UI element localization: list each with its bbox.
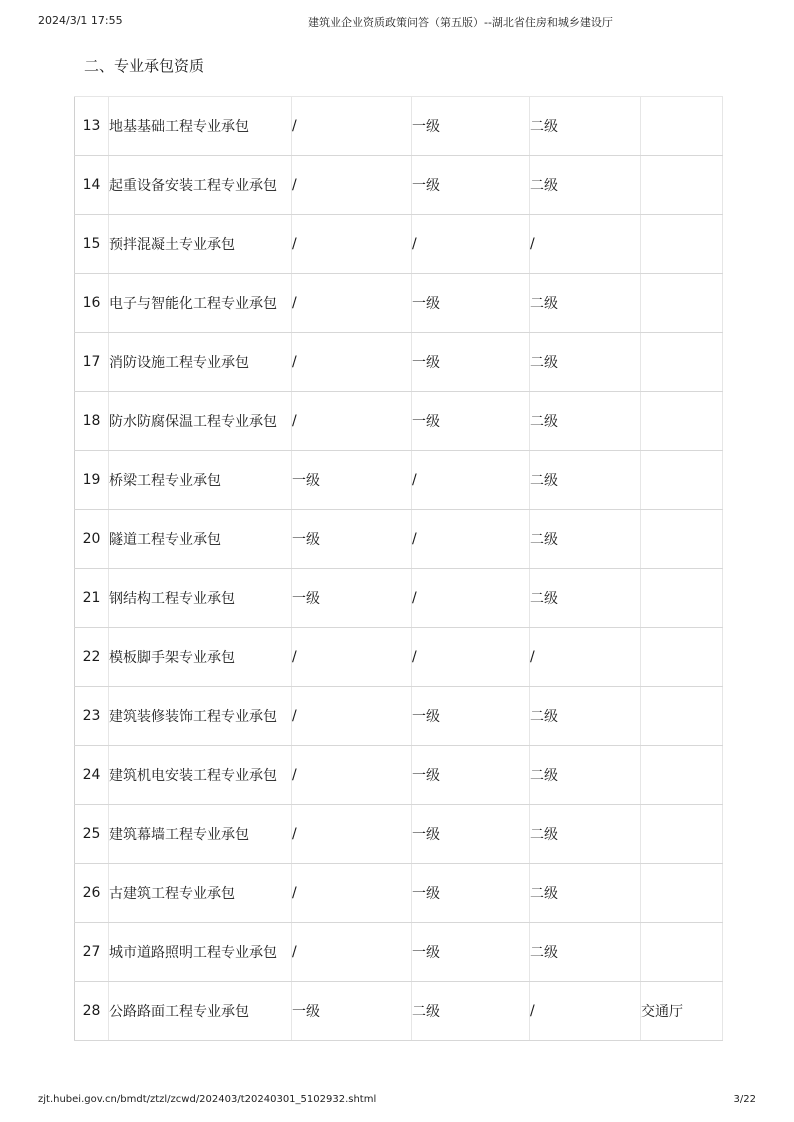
print-header <box>38 14 756 30</box>
section-heading: 二、专业承包资质 <box>84 57 205 75</box>
row-number: 14 <box>75 156 109 215</box>
authority-cell <box>641 923 723 982</box>
grade-cell-2: 一级 <box>412 156 530 215</box>
grade-cell-3: / <box>530 982 641 1041</box>
grade-cell-3: 二级 <box>530 156 641 215</box>
qualification-table-container <box>74 96 716 1041</box>
qualification-name: 建筑幕墙工程专业承包 <box>109 805 292 864</box>
row-number: 24 <box>75 746 109 805</box>
qualification-name: 防水防腐保温工程专业承包 <box>109 392 292 451</box>
table-row <box>75 864 723 923</box>
qualification-table-body <box>75 97 723 1041</box>
authority-cell <box>641 628 723 687</box>
authority-cell <box>641 687 723 746</box>
grade-cell-2: 一级 <box>412 333 530 392</box>
grade-cell-1: 一级 <box>292 569 412 628</box>
qualification-name: 建筑机电安装工程专业承包 <box>109 746 292 805</box>
authority-cell <box>641 746 723 805</box>
grade-cell-1: / <box>292 864 412 923</box>
table-row <box>75 569 723 628</box>
row-number: 20 <box>75 510 109 569</box>
qualification-name: 电子与智能化工程专业承包 <box>109 274 292 333</box>
row-number: 21 <box>75 569 109 628</box>
row-number: 23 <box>75 687 109 746</box>
grade-cell-2: / <box>412 510 530 569</box>
document-title: 建筑业企业资质政策问答（第五版）--湖北省住房和城乡建设厅 <box>308 16 613 29</box>
qualification-name: 古建筑工程专业承包 <box>109 864 292 923</box>
table-row <box>75 923 723 982</box>
grade-cell-3: 二级 <box>530 923 641 982</box>
authority-cell <box>641 569 723 628</box>
row-number: 25 <box>75 805 109 864</box>
grade-cell-2: 一级 <box>412 864 530 923</box>
authority-cell <box>641 97 723 156</box>
page-url: zjt.hubei.gov.cn/bmdt/ztzl/zcwd/202403/t20240301_5102932.shtml <box>38 1094 377 1105</box>
grade-cell-1: 一级 <box>292 510 412 569</box>
grade-cell-2: 一级 <box>412 274 530 333</box>
grade-cell-3: 二级 <box>530 569 641 628</box>
grade-cell-3: / <box>530 628 641 687</box>
grade-cell-2: 一级 <box>412 97 530 156</box>
grade-cell-1: 一级 <box>292 451 412 510</box>
print-timestamp: 2024/3/1 17:55 <box>38 14 123 27</box>
authority-cell <box>641 805 723 864</box>
table-row <box>75 451 723 510</box>
grade-cell-1: / <box>292 333 412 392</box>
grade-cell-3: 二级 <box>530 805 641 864</box>
qualification-name: 桥梁工程专业承包 <box>109 451 292 510</box>
qualification-name: 建筑装修装饰工程专业承包 <box>109 687 292 746</box>
authority-cell <box>641 392 723 451</box>
table-row <box>75 746 723 805</box>
row-number: 19 <box>75 451 109 510</box>
qualification-name: 地基基础工程专业承包 <box>109 97 292 156</box>
table-row <box>75 97 723 156</box>
grade-cell-3: 二级 <box>530 274 641 333</box>
grade-cell-3: 二级 <box>530 510 641 569</box>
row-number: 18 <box>75 392 109 451</box>
table-row <box>75 510 723 569</box>
grade-cell-2: / <box>412 451 530 510</box>
grade-cell-2: 一级 <box>412 687 530 746</box>
grade-cell-2: 一级 <box>412 805 530 864</box>
grade-cell-1: / <box>292 274 412 333</box>
qualification-name: 隧道工程专业承包 <box>109 510 292 569</box>
grade-cell-2: / <box>412 569 530 628</box>
qualification-name: 城市道路照明工程专业承包 <box>109 923 292 982</box>
grade-cell-3: 二级 <box>530 97 641 156</box>
grade-cell-2: 一级 <box>412 923 530 982</box>
authority-cell <box>641 215 723 274</box>
row-number: 28 <box>75 982 109 1041</box>
grade-cell-1: / <box>292 215 412 274</box>
grade-cell-1: / <box>292 923 412 982</box>
row-number: 13 <box>75 97 109 156</box>
row-number: 22 <box>75 628 109 687</box>
grade-cell-2: / <box>412 628 530 687</box>
authority-cell <box>641 333 723 392</box>
grade-cell-2: 一级 <box>412 746 530 805</box>
grade-cell-2: / <box>412 215 530 274</box>
row-number: 26 <box>75 864 109 923</box>
grade-cell-3: 二级 <box>530 864 641 923</box>
row-number: 15 <box>75 215 109 274</box>
qualification-name: 预拌混凝土专业承包 <box>109 215 292 274</box>
table-row <box>75 392 723 451</box>
grade-cell-1: / <box>292 687 412 746</box>
table-row <box>75 156 723 215</box>
grade-cell-3: 二级 <box>530 451 641 510</box>
table-row <box>75 333 723 392</box>
grade-cell-1: / <box>292 746 412 805</box>
qualification-name: 起重设备安装工程专业承包 <box>109 156 292 215</box>
qualification-name: 模板脚手架专业承包 <box>109 628 292 687</box>
grade-cell-3: 二级 <box>530 687 641 746</box>
authority-cell <box>641 864 723 923</box>
table-row <box>75 982 723 1041</box>
table-row <box>75 215 723 274</box>
row-number: 16 <box>75 274 109 333</box>
authority-cell: 交通厅 <box>641 982 723 1041</box>
authority-cell <box>641 156 723 215</box>
grade-cell-1: / <box>292 97 412 156</box>
table-row <box>75 687 723 746</box>
row-number: 17 <box>75 333 109 392</box>
qualification-name: 消防设施工程专业承包 <box>109 333 292 392</box>
grade-cell-3: 二级 <box>530 746 641 805</box>
grade-cell-3: 二级 <box>530 333 641 392</box>
grade-cell-1: 一级 <box>292 982 412 1041</box>
authority-cell <box>641 510 723 569</box>
qualification-name: 钢结构工程专业承包 <box>109 569 292 628</box>
print-footer <box>38 1094 756 1110</box>
grade-cell-1: / <box>292 628 412 687</box>
grade-cell-1: / <box>292 392 412 451</box>
qualification-table <box>74 96 723 1041</box>
qualification-name: 公路路面工程专业承包 <box>109 982 292 1041</box>
row-number: 27 <box>75 923 109 982</box>
grade-cell-1: / <box>292 156 412 215</box>
page-number: 3/22 <box>733 1094 756 1105</box>
grade-cell-2: 一级 <box>412 392 530 451</box>
authority-cell <box>641 274 723 333</box>
table-row <box>75 274 723 333</box>
table-row <box>75 628 723 687</box>
grade-cell-1: / <box>292 805 412 864</box>
table-row <box>75 805 723 864</box>
grade-cell-2: 二级 <box>412 982 530 1041</box>
grade-cell-3: / <box>530 215 641 274</box>
grade-cell-3: 二级 <box>530 392 641 451</box>
authority-cell <box>641 451 723 510</box>
